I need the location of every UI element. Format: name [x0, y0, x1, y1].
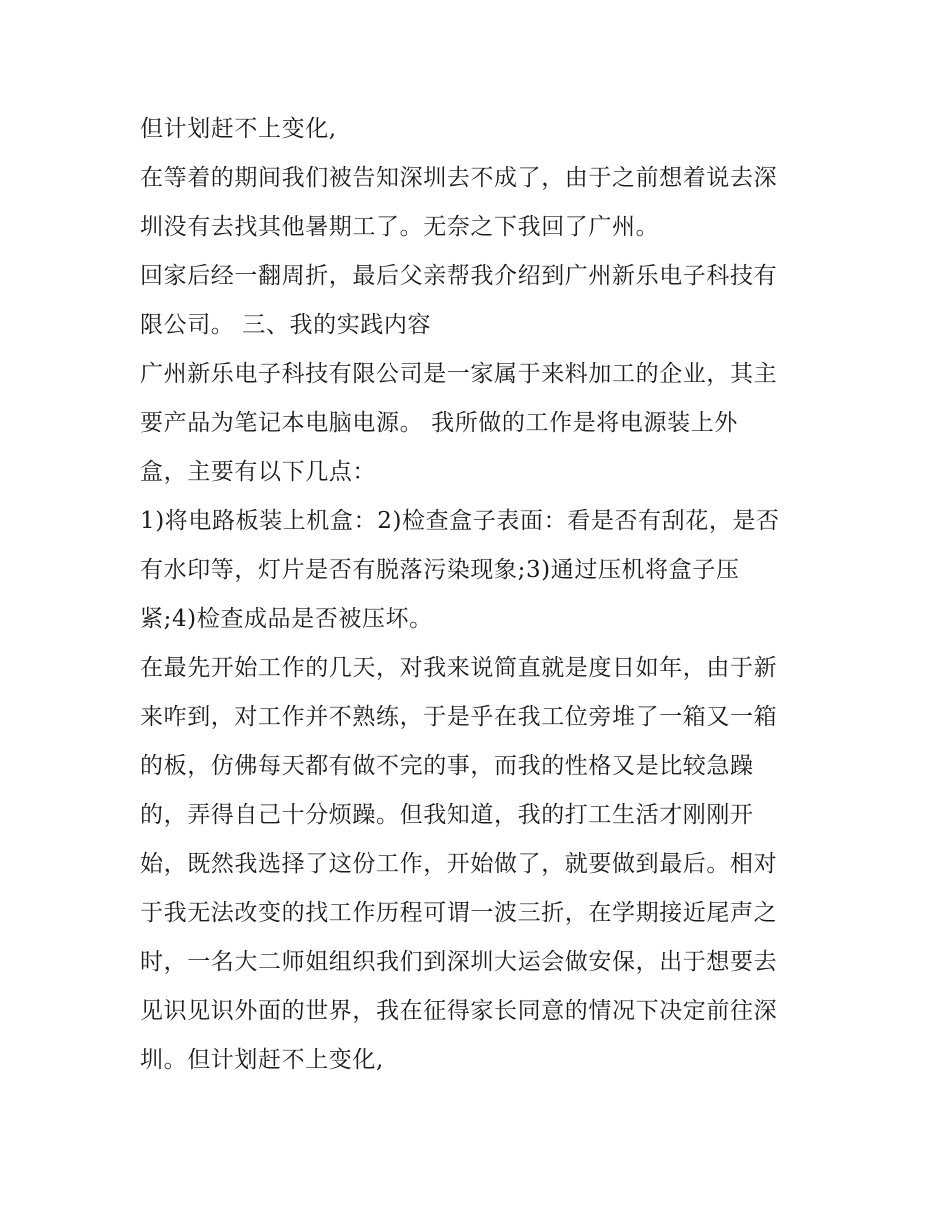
- text-line: 圳。但计划赶不上变化,: [140, 1047, 384, 1073]
- text-line: 的，弄得自己十分烦躁。但我知道，我的打工生活才刚刚开: [140, 802, 754, 828]
- text-line: 于我无法改变的找工作历程可谓一波三折，在学期接近尾声之: [140, 900, 778, 926]
- text-line: 时，一名大二师姐组织我们到深圳大运会做安保，出于想要去: [140, 949, 778, 975]
- text-line: 紧;4)检查成品是否被压坏。: [140, 606, 433, 632]
- text-line: 在最先开始工作的几天，对我来说简直就是度日如年，由于新: [140, 655, 778, 681]
- body-text: [140, 105, 820, 1085]
- text-line: 要产品为笔记本电脑电源。 我所做的工作是将电源装上外: [140, 410, 738, 436]
- text-line: 的板，仿佛每天都有做不完的事，而我的性格又是比较急躁: [140, 753, 754, 779]
- text-line: 有水印等，灯片是否有脱落污染现象;3)通过压机将盒子压: [140, 557, 740, 583]
- text-line: 盒，主要有以下几点：: [140, 459, 376, 485]
- text-line: 见识见识外面的世界，我在征得家长同意的情况下决定前往深: [140, 998, 778, 1024]
- text-line: 来咋到，对工作并不熟练，于是乎在我工位旁堆了一箱又一箱: [140, 704, 778, 730]
- text-line: 在等着的期间我们被告知深圳去不成了，由于之前想着说去深: [140, 165, 778, 191]
- text-line: 1)将电路板装上机盒：2)检查盒子表面：看是否有刮花，是否: [140, 508, 780, 534]
- text-line: 圳没有去找其他暑期工了。无奈之下我回了广州。: [140, 214, 660, 240]
- text-line: 回家后经一翻周折，最后父亲帮我介绍到广州新乐电子科技有: [140, 263, 778, 289]
- text-line: 限公司。 三、我的实践内容: [140, 312, 432, 338]
- text-line: 始，既然我选择了这份工作，开始做了，就要做到最后。相对: [140, 851, 778, 877]
- text-line: 广州新乐电子科技有限公司是一家属于来料加工的企业，其主: [140, 361, 778, 387]
- text-line: 但计划赶不上变化,: [140, 116, 337, 142]
